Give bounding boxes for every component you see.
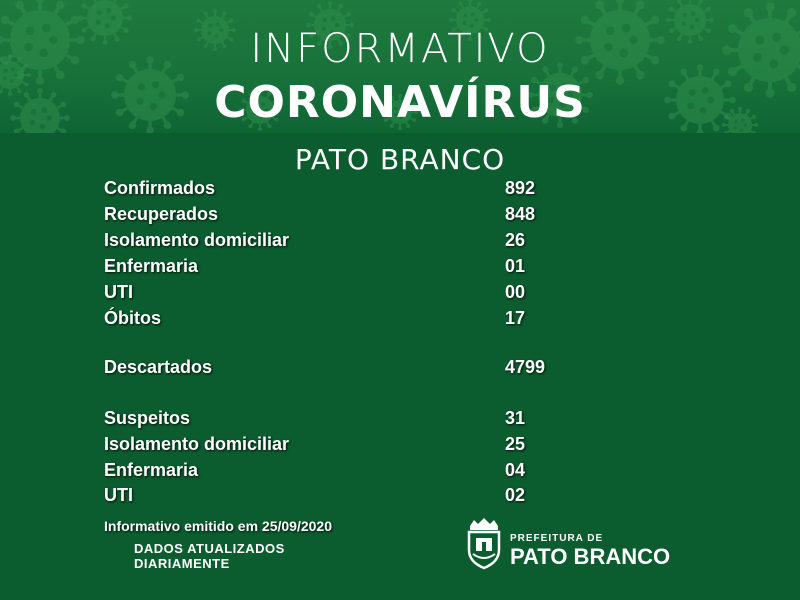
stat-label: UTI — [104, 485, 133, 505]
stat-label: UTI — [104, 282, 133, 302]
stat-row-recuperados — [104, 204, 584, 228]
stat-label: Descartados — [104, 357, 213, 377]
stat-row-obitos — [104, 308, 584, 332]
stat-value: 848 — [505, 204, 536, 224]
stat-label: Óbitos — [104, 308, 161, 328]
stat-label: Isolamento domiciliar — [104, 230, 290, 250]
stat-label: Enfermaria — [104, 256, 199, 276]
stat-label: Isolamento domiciliar — [104, 434, 290, 454]
stat-row-uti-confirmados — [104, 282, 584, 306]
stat-label: Recuperados — [104, 204, 219, 224]
header-banner — [0, 0, 800, 133]
stat-row-isolamento-confirmados — [104, 230, 584, 254]
stat-value: 25 — [505, 434, 526, 454]
stat-row-isolamento-suspeitos — [104, 434, 584, 458]
stat-row-uti-suspeitos — [104, 485, 584, 509]
coat-of-arms-icon — [464, 516, 504, 570]
stat-label: Enfermaria — [104, 460, 199, 480]
daily-update-note — [134, 541, 285, 571]
stat-value: 00 — [505, 282, 526, 302]
stat-row-enfermaria-suspeitos — [104, 460, 584, 484]
stat-value: 01 — [505, 256, 526, 276]
city-name: PATO BRANCO — [294, 143, 506, 176]
logo-pato-branco: PATO BRANCO — [510, 544, 671, 569]
logo-prefeitura-de: PREFEITURA DE — [510, 533, 604, 544]
prefeitura-logo — [464, 516, 684, 572]
title-informativo: INFORMATIVO — [250, 26, 550, 72]
stat-value: 17 — [505, 308, 526, 328]
stat-value: 31 — [505, 408, 526, 428]
stat-label: Confirmados — [104, 178, 216, 198]
stat-value: 02 — [505, 485, 526, 505]
stat-label: Suspeitos — [104, 408, 191, 428]
stat-value: 04 — [505, 460, 526, 480]
stat-row-suspeitos — [104, 408, 584, 432]
stat-value: 26 — [505, 230, 526, 250]
title-coronavirus: CORONAVÍRUS — [214, 77, 586, 128]
stat-row-descartados — [104, 357, 584, 381]
stat-row-enfermaria-confirmados — [104, 256, 584, 280]
stat-value: 4799 — [505, 357, 546, 377]
daily-line-2: DIARIAMENTE — [134, 556, 230, 571]
stat-value: 892 — [505, 178, 536, 198]
stat-row-confirmados — [104, 178, 584, 202]
daily-line-1: DADOS ATUALIZADOS — [134, 541, 285, 556]
issued-date-text: Informativo emitido em 25/09/2020 — [104, 518, 332, 534]
